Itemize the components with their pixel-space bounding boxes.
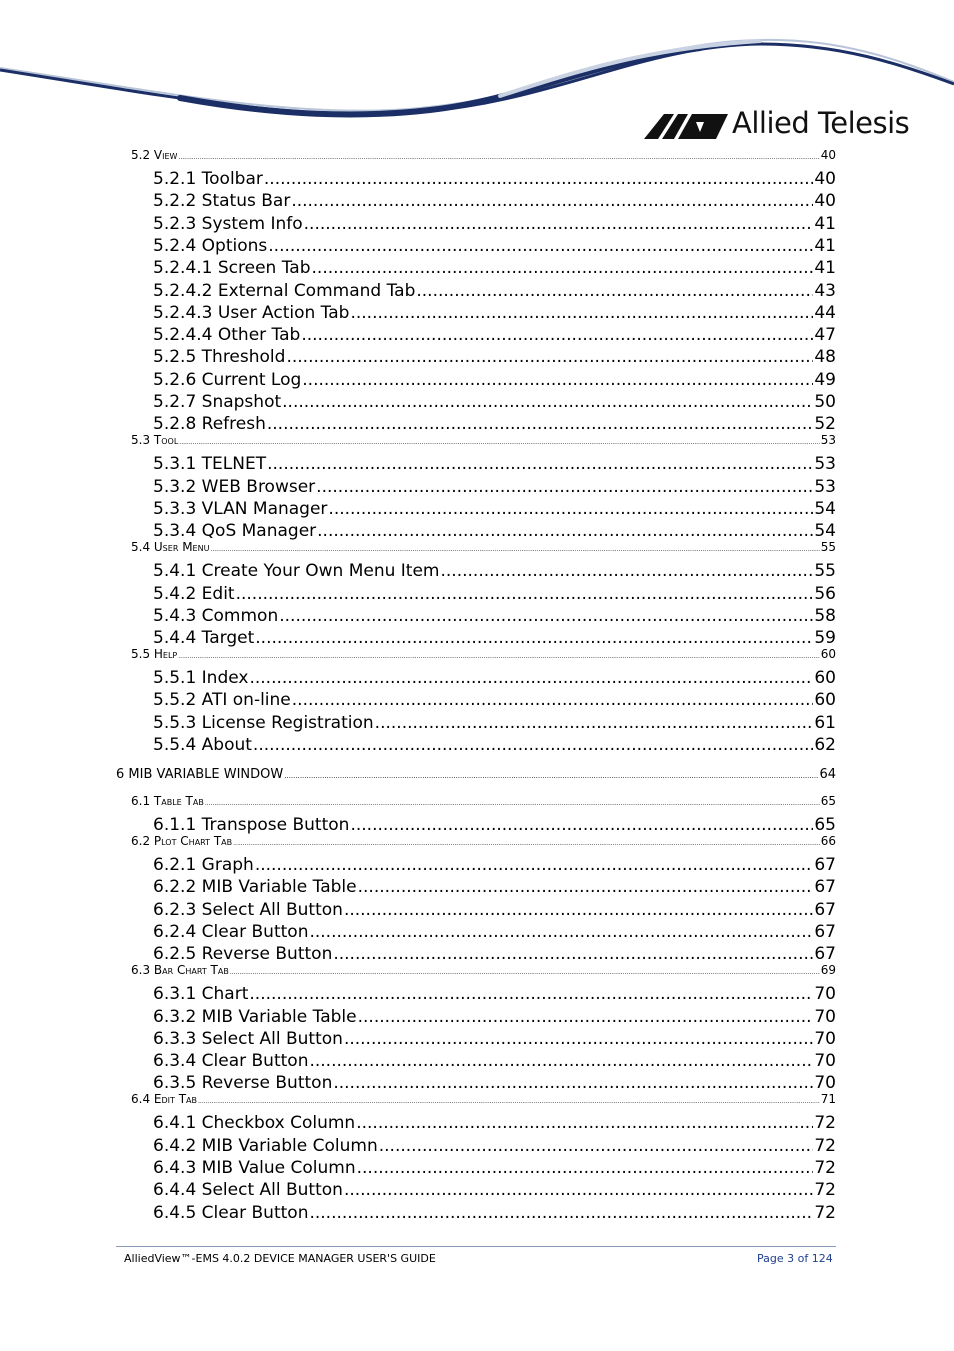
toc-entry-page: 47 — [814, 325, 836, 346]
toc-entry-title: 6.4.2 MIB Variable Column — [153, 1135, 378, 1156]
toc-entry-page: 58 — [814, 605, 836, 626]
toc-dot-leader — [205, 794, 820, 808]
toc-dot-leader — [358, 877, 814, 897]
toc-entry-title: 6.3.3 Select All Button — [153, 1028, 343, 1049]
toc-entry[interactable] — [131, 647, 836, 661]
toc-entry-title: 5.2.1 Toolbar — [153, 169, 263, 189]
toc-entry-title: 5.2.4 Options — [153, 235, 268, 256]
toc-dot-leader — [267, 454, 813, 474]
toc-entry-page: 70 — [814, 1028, 836, 1049]
toc-entry-page: 66 — [820, 834, 836, 848]
toc-entry-page: 40 — [814, 191, 836, 212]
toc-dot-leader — [267, 414, 814, 434]
toc-entry[interactable] — [131, 540, 836, 554]
toc-entry-page: 70 — [814, 1006, 836, 1027]
toc-entry[interactable] — [153, 1203, 836, 1223]
toc-entry[interactable] — [153, 1158, 836, 1178]
toc-dot-leader — [357, 1158, 814, 1178]
toc-dot-leader — [230, 963, 820, 977]
toc-entry[interactable] — [153, 628, 836, 648]
toc-entry[interactable] — [153, 1029, 836, 1049]
toc-dot-leader — [249, 668, 813, 688]
toc-entry-page: 53 — [820, 433, 836, 448]
toc-entry-title: 5.5.4 About — [153, 735, 252, 755]
toc-entry[interactable] — [153, 984, 836, 1004]
toc-entry-title: 6.4.5 Clear Button — [153, 1202, 309, 1223]
toc-dot-leader — [253, 735, 813, 755]
toc-entry-page: 65 — [820, 794, 836, 808]
toc-entry-page: 72 — [814, 1113, 836, 1134]
toc-entry[interactable] — [153, 303, 836, 323]
toc-entry-title: 5.2.2 Status Bar — [153, 191, 291, 212]
toc-entry-page: 62 — [814, 735, 836, 755]
toc-entry[interactable] — [153, 499, 836, 519]
toc-entry-title: 5.2.6 Current Log — [153, 369, 302, 390]
toc-dot-leader — [317, 521, 813, 541]
toc-dot-leader — [344, 1180, 813, 1200]
toc-entry-title: 5.5 Help — [131, 647, 178, 662]
allied-telesis-logo-mark-icon — [644, 108, 728, 140]
toc-entry[interactable] — [153, 1136, 836, 1156]
toc-entry-page: 53 — [814, 476, 836, 497]
toc-entry-title: 6.3.1 Chart — [153, 984, 249, 1005]
toc-entry-title: 6.2 Plot Chart Tab — [131, 834, 233, 848]
toc-dot-leader — [284, 767, 818, 782]
toc-dot-leader — [279, 606, 813, 626]
toc-entry-title: 5.2.7 Snapshot — [153, 392, 282, 412]
toc-entry-title: 5.2.4.3 User Action Tab — [153, 302, 350, 323]
toc-entry-page: 53 — [814, 454, 836, 475]
toc-entry-title: 6 MIB VARIABLE WINDOW — [116, 767, 284, 782]
toc-entry[interactable] — [153, 477, 836, 497]
toc-dot-leader — [249, 984, 813, 1004]
toc-entry-page: 40 — [820, 148, 836, 162]
toc-entry-title: 5.2.8 Refresh — [153, 414, 266, 435]
toc-dot-leader — [292, 690, 814, 710]
toc-entry-page: 54 — [814, 521, 836, 542]
toc-entry[interactable] — [131, 433, 836, 447]
toc-entry[interactable] — [153, 1073, 836, 1093]
toc-entry-page: 60 — [814, 690, 836, 711]
toc-dot-leader — [350, 815, 813, 835]
toc-entry-title: 6.2.3 Select All Button — [153, 899, 343, 920]
toc-entry-page: 41 — [814, 258, 836, 279]
toc-entry-page: 72 — [814, 1180, 836, 1201]
toc-entry[interactable] — [153, 169, 836, 189]
toc-entry[interactable] — [153, 392, 836, 412]
toc-entry-title: 5.4.1 Create Your Own Menu Item — [153, 561, 440, 582]
toc-entry[interactable] — [131, 794, 836, 808]
toc-entry[interactable] — [153, 922, 836, 942]
toc-entry[interactable] — [153, 454, 836, 474]
toc-entry-title: 6.2.5 Reverse Button — [153, 944, 333, 965]
toc-entry-page: 60 — [820, 647, 836, 662]
toc-entry[interactable] — [153, 561, 836, 581]
toc-entry[interactable] — [153, 414, 836, 434]
toc-entry-page: 72 — [814, 1135, 836, 1156]
toc-entry-page: 59 — [814, 628, 836, 649]
toc-entry-page: 70 — [814, 984, 836, 1005]
toc-entry[interactable] — [131, 1092, 836, 1106]
toc-dot-leader — [356, 1113, 813, 1133]
footer-document-title: AlliedView™-EMS 4.0.2 DEVICE MANAGER USER'S GUIDE — [124, 1252, 436, 1265]
toc-entry-title: 5.4.3 Common — [153, 605, 279, 626]
toc-entry-page: 65 — [814, 815, 836, 835]
toc-entry-title: 5.2.4.1 Screen Tab — [153, 258, 311, 279]
toc-entry-page: 43 — [814, 280, 836, 301]
toc-entry[interactable] — [153, 1051, 836, 1071]
toc-entry-title: 5.3.2 WEB Browser — [153, 476, 316, 497]
toc-entry-page: 56 — [814, 583, 836, 604]
toc-entry-title: 5.4.2 Edit — [153, 583, 235, 604]
toc-entry-page: 72 — [814, 1158, 836, 1178]
toc-dot-leader — [333, 944, 813, 964]
toc-dot-leader — [375, 713, 814, 733]
toc-entry[interactable] — [153, 900, 836, 920]
toc-entry[interactable] — [153, 668, 836, 688]
toc-dot-leader — [441, 561, 814, 581]
toc-dot-leader — [282, 392, 813, 412]
toc-entry[interactable] — [153, 347, 836, 367]
toc-dot-leader — [210, 540, 819, 554]
toc-entry-page: 71 — [820, 1092, 836, 1107]
toc-dot-leader — [358, 1007, 814, 1027]
toc-entry-title: 5.3 Tool — [131, 433, 179, 448]
toc-dot-leader — [379, 1136, 814, 1156]
toc-entry-page: 50 — [814, 392, 836, 412]
toc-dot-leader — [286, 347, 813, 367]
allied-telesis-logo — [644, 106, 910, 148]
toc-entry-page: 48 — [814, 347, 836, 368]
toc-dot-leader — [309, 922, 813, 942]
toc-entry-title: 5.2.5 Threshold — [153, 347, 286, 368]
toc-entry-page: 64 — [819, 767, 836, 782]
toc-entry-page: 44 — [814, 302, 836, 323]
toc-dot-leader — [264, 169, 813, 189]
toc-entry[interactable] — [153, 370, 836, 390]
toc-dot-leader — [268, 236, 813, 256]
toc-dot-leader — [179, 433, 819, 447]
toc-entry[interactable] — [153, 258, 836, 278]
toc-entry-title: 6.2.2 MIB Variable Table — [153, 877, 357, 898]
toc-entry[interactable] — [153, 713, 836, 733]
toc-entry-page: 70 — [814, 1073, 836, 1094]
toc-entry-title: 6.4.4 Select All Button — [153, 1180, 343, 1201]
toc-entry-page: 54 — [814, 498, 836, 519]
toc-dot-leader — [301, 325, 813, 345]
toc-entry-title: 5.2 View — [131, 148, 178, 162]
toc-dot-leader — [344, 900, 813, 920]
toc-dot-leader — [304, 214, 814, 234]
toc-dot-leader — [328, 499, 813, 519]
toc-entry-page: 70 — [814, 1051, 836, 1072]
toc-entry-page: 60 — [814, 668, 836, 689]
toc-dot-leader — [255, 628, 813, 648]
toc-entry-title: 5.3.1 TELNET — [153, 454, 267, 475]
toc-entry-title: 5.5.1 Index — [153, 668, 249, 689]
toc-entry[interactable] — [153, 521, 836, 541]
toc-entry[interactable] — [153, 690, 836, 710]
toc-entry[interactable] — [153, 325, 836, 345]
logo-wordmark: Allied Telesis — [732, 106, 910, 140]
toc-dot-leader — [255, 855, 814, 875]
toc-entry-title: 6.2.4 Clear Button — [153, 921, 309, 942]
toc-dot-leader — [178, 148, 819, 162]
toc-dot-leader — [233, 834, 820, 848]
toc-entry-page: 67 — [814, 877, 836, 898]
toc-dot-leader — [198, 1092, 820, 1106]
toc-entry-page: 41 — [814, 213, 836, 234]
toc-entry[interactable] — [153, 191, 836, 211]
toc-dot-leader — [309, 1203, 813, 1223]
toc-entry-title: 6.3.2 MIB Variable Table — [153, 1006, 357, 1027]
toc-entry[interactable] — [131, 963, 836, 977]
toc-dot-leader — [312, 258, 814, 278]
toc-entry-page: 72 — [814, 1202, 836, 1223]
toc-entry-title: 6.1.1 Transpose Button — [153, 815, 350, 835]
toc-entry-page: 67 — [814, 921, 836, 942]
toc-entry[interactable] — [116, 767, 836, 782]
toc-dot-leader — [350, 303, 813, 323]
toc-dot-leader — [178, 647, 819, 661]
toc-entry[interactable] — [153, 944, 836, 964]
toc-entry-page: 67 — [814, 855, 836, 875]
toc-entry-page: 55 — [814, 561, 836, 582]
toc-entry-page: 69 — [820, 963, 836, 978]
toc-dot-leader — [344, 1029, 813, 1049]
toc-entry-title: 6.3.4 Clear Button — [153, 1051, 309, 1072]
footer-divider — [116, 1246, 836, 1247]
toc-entry-title: 5.5.3 License Registration — [153, 712, 374, 733]
toc-entry-title: 6.4 Edit Tab — [131, 1092, 197, 1107]
toc-dot-leader — [291, 191, 813, 211]
toc-entry-title: 5.2.3 System Info — [153, 213, 303, 234]
toc-entry[interactable] — [153, 606, 836, 626]
toc-entry[interactable] — [153, 584, 836, 604]
footer-page-number: Page 3 of 124 — [757, 1252, 833, 1265]
toc-dot-leader — [302, 370, 813, 390]
toc-entry-title: 5.4 User Menu — [131, 540, 210, 555]
toc-entry[interactable] — [153, 1113, 836, 1133]
toc-entry-page: 41 — [814, 235, 836, 256]
toc-entry[interactable] — [153, 214, 836, 234]
toc-entry-title: 5.2.4.2 External Command Tab — [153, 280, 416, 301]
toc-entry[interactable] — [131, 148, 836, 162]
toc-dot-leader — [416, 281, 813, 301]
toc-entry-title: 5.5.2 ATI on-line — [153, 690, 291, 711]
toc-entry-title: 6.4.1 Checkbox Column — [153, 1113, 356, 1134]
toc-entry-title: 6.4.3 MIB Value Column — [153, 1158, 356, 1178]
toc-entry[interactable] — [153, 815, 836, 835]
toc-entry[interactable] — [153, 281, 836, 301]
toc-entry-page: 49 — [814, 369, 836, 390]
toc-entry-title: 5.3.4 QoS Manager — [153, 521, 317, 542]
toc-entry-page: 67 — [814, 944, 836, 965]
toc-entry-page: 67 — [814, 899, 836, 920]
toc-entry-page: 61 — [814, 712, 836, 733]
toc-entry[interactable] — [131, 834, 836, 848]
toc-entry-title: 6.1 Table Tab — [131, 794, 204, 808]
toc-dot-leader — [316, 477, 813, 497]
toc-dot-leader — [309, 1051, 813, 1071]
toc-entry-title: 6.2.1 Graph — [153, 855, 254, 875]
toc-entry-title: 6.3.5 Reverse Button — [153, 1073, 333, 1094]
toc-entry-page: 40 — [814, 169, 836, 189]
toc-entry-page: 52 — [814, 414, 836, 435]
toc-entry-title: 5.2.4.4 Other Tab — [153, 325, 301, 346]
toc-entry-title: 5.3.3 VLAN Manager — [153, 498, 328, 519]
toc-entry-title: 5.4.4 Target — [153, 628, 255, 649]
toc-entry[interactable] — [153, 877, 836, 897]
toc-entry[interactable] — [153, 236, 836, 256]
toc-entry[interactable] — [153, 1180, 836, 1200]
toc-dot-leader — [236, 584, 814, 604]
toc-dot-leader — [333, 1073, 813, 1093]
toc-entry[interactable] — [153, 855, 836, 875]
toc-entry-title: 6.3 Bar Chart Tab — [131, 963, 229, 978]
toc-entry-page: 55 — [820, 540, 836, 555]
toc-entry[interactable] — [153, 1007, 836, 1027]
toc-entry[interactable] — [153, 735, 836, 755]
